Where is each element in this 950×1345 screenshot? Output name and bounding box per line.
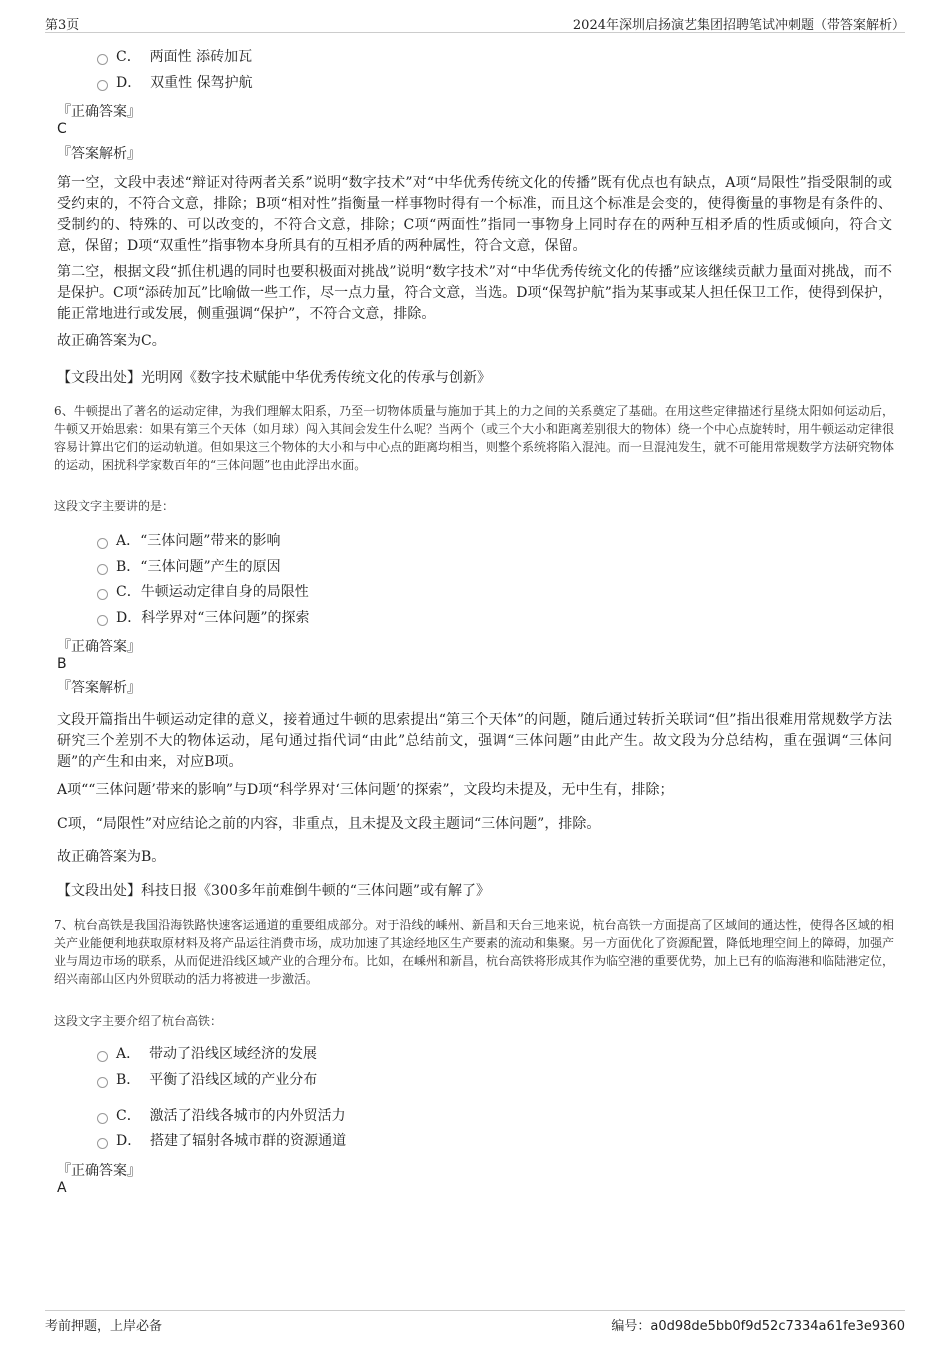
analysis-conclusion: 故正确答案为B。	[57, 849, 166, 865]
option-c[interactable]: C． 激活了沿线各城市的内外贸活力	[97, 1106, 346, 1126]
document-title: 2024年深圳启扬演艺集团招聘笔试冲刺题（带答案解析）	[572, 18, 905, 33]
question-stem: 这段文字主要讲的是：	[54, 499, 175, 513]
analysis-paragraph: 第一空，文段中表述“辩证对待两者关系”说明“数字技术”对“中华优秀传统文化的传播”既有优点也有缺点，A项“局限性”指受限制的或受约束的，不符合文意，排除；B项“相对性”指衡量一样事物时得有一个标准，而且这个标准是会变的，使得衡量的事物是有条件的、受制约的、特殊的、可以改变的，不符合文意，排除；C项“两面性”指同一事物身上同时存在的两种互相矛盾的性质或倾向，符合文意，保留；D项“双重性”指事物本身所具有的互相矛盾的两种属性，符合文意，保留。	[57, 175, 892, 254]
page-header	[45, 14, 905, 33]
answer-value: A	[57, 1180, 67, 1196]
analysis-paragraph: 文段开篇指出牛顿运动定律的意义，接着通过牛顿的思索提出“第三个天体”的问题，随后通过转折关联词“但”指出很难用常规数学方法研究三个差别不大的物体运动，尾句通过指代词“由此”总结前文，强调“三体问题”由此产生。故文段为分总结构，重在强调“三体问题”的产生和由来，对应B项。	[57, 712, 892, 770]
option-d[interactable]: D．科学界对“三体问题”的探索	[97, 608, 310, 628]
option-c[interactable]: C． 两面性 添砖加瓦	[97, 47, 252, 67]
radio-icon[interactable]	[97, 1077, 108, 1088]
analysis-paragraph: A项““三体问题’带来的影响”与D项“科学界对‘三体问题’的探索”，文段均未提及，无中生有，排除；	[57, 782, 674, 798]
option-b[interactable]: B． 平衡了沿线区域的产业分布	[97, 1070, 317, 1090]
radio-icon[interactable]	[97, 564, 108, 575]
option-a[interactable]: A． 带动了沿线区域经济的发展	[97, 1044, 317, 1064]
page-footer	[45, 1310, 905, 1334]
answer-label: 『正确答案』	[57, 1163, 141, 1179]
radio-icon[interactable]	[97, 1113, 108, 1124]
analysis-conclusion: 故正确答案为C。	[57, 333, 166, 349]
analysis-paragraph: 第二空，根据文段“抓住机遇的同时也要积极面对挑战”说明“数字技术”对“中华优秀传统文化的传播”应该继续贡献力量面对挑战，而不是保护。C项“添砖加瓦”比喻做一些工作，尽一点力量，符合文意，当选。D项“保驾护航”指为某事或某人担任保卫工作，使得到保护，能正常地进行或发展，侧重强调“保护”，不符合文意，排除。	[57, 264, 892, 322]
option-c[interactable]: C．牛顿运动定律自身的局限性	[97, 582, 309, 602]
radio-icon[interactable]	[97, 1051, 108, 1062]
answer-value: B	[57, 656, 67, 672]
analysis-label: 『答案解析』	[57, 146, 141, 162]
question-stem: 这段文字主要介绍了杭台高铁：	[54, 1014, 223, 1028]
question-text: 6、牛顿提出了著名的运动定律，为我们理解太阳系，乃至一切物体质量与施加于其上的力之间的关系奠定了基础。在用这些定律描述行星绕太阳如何运动后，牛顿又开始思索：如果有第三个天体（如月球）闯入其间会发生什么呢？当两个（或三个大小和距离差别很大的物体）绕一个中心点旋转时，用牛顿运动定律很容易计算出它们的运动轨道。但如果这三个物体的大小和与中心点的距离均相当，则整个系统将陷入混沌。而一旦混沌发生，就不可能用常规数学方法研究物体的运动，困扰科学家数百年的“三体问题”也由此浮出水面。	[54, 404, 895, 472]
option-b[interactable]: B．“三体问题”产生的原因	[97, 557, 281, 577]
radio-icon[interactable]	[97, 1138, 108, 1149]
answer-value: C	[57, 121, 67, 137]
option-a[interactable]: A．“三体问题”带来的影响	[97, 531, 280, 551]
answer-label: 『正确答案』	[57, 639, 141, 655]
document-code: 编号：a0d98de5bb0f9d52c7334a61fe3e9360	[611, 1319, 905, 1334]
radio-icon[interactable]	[97, 589, 108, 600]
option-d[interactable]: D． 双重性 保驾护航	[97, 73, 253, 93]
analysis-label: 『答案解析』	[57, 680, 141, 696]
answer-label: 『正确答案』	[57, 104, 141, 120]
radio-icon[interactable]	[97, 615, 108, 626]
footer-slogan: 考前押题，上岸必备	[45, 1319, 163, 1334]
question-text: 7、杭台高铁是我国沿海铁路快速客运通道的重要组成部分。对于沿线的嵊州、新昌和天台三地来说，杭台高铁一方面提高了区域间的通达性，使得各区域的相关产业能便利地获取原材料及将产品运往消费市场，成功加速了其途经地区生产要素的流动和集聚。另一方面优化了资源配置，降低地理空间上的障碍，加强产业与周边市场的联系，从而促进沿线区域产业的合理分布。比如，在嵊州和新昌，杭台高铁将形成其作为临空港的重要优势，加上已有的临海港和临陆港定位，绍兴南部山区内外贸联动的活力将被进一步激活。	[54, 918, 895, 986]
source-citation: 【文段出处】科技日报《300多年前难倒牛顿的“三体问题”或有解了》	[57, 883, 491, 899]
page-number: 第3页	[45, 18, 80, 33]
radio-icon[interactable]	[97, 538, 108, 549]
radio-icon[interactable]	[97, 54, 108, 65]
radio-icon[interactable]	[97, 80, 108, 91]
source-citation: 【文段出处】光明网《数字技术赋能中华优秀传统文化的传承与创新》	[57, 370, 491, 386]
option-d[interactable]: D． 搭建了辐射各城市群的资源通道	[97, 1131, 346, 1151]
analysis-paragraph: C项，“局限性”对应结论之前的内容，非重点，且未提及文段主题词“三体问题”，排除。	[57, 816, 601, 832]
